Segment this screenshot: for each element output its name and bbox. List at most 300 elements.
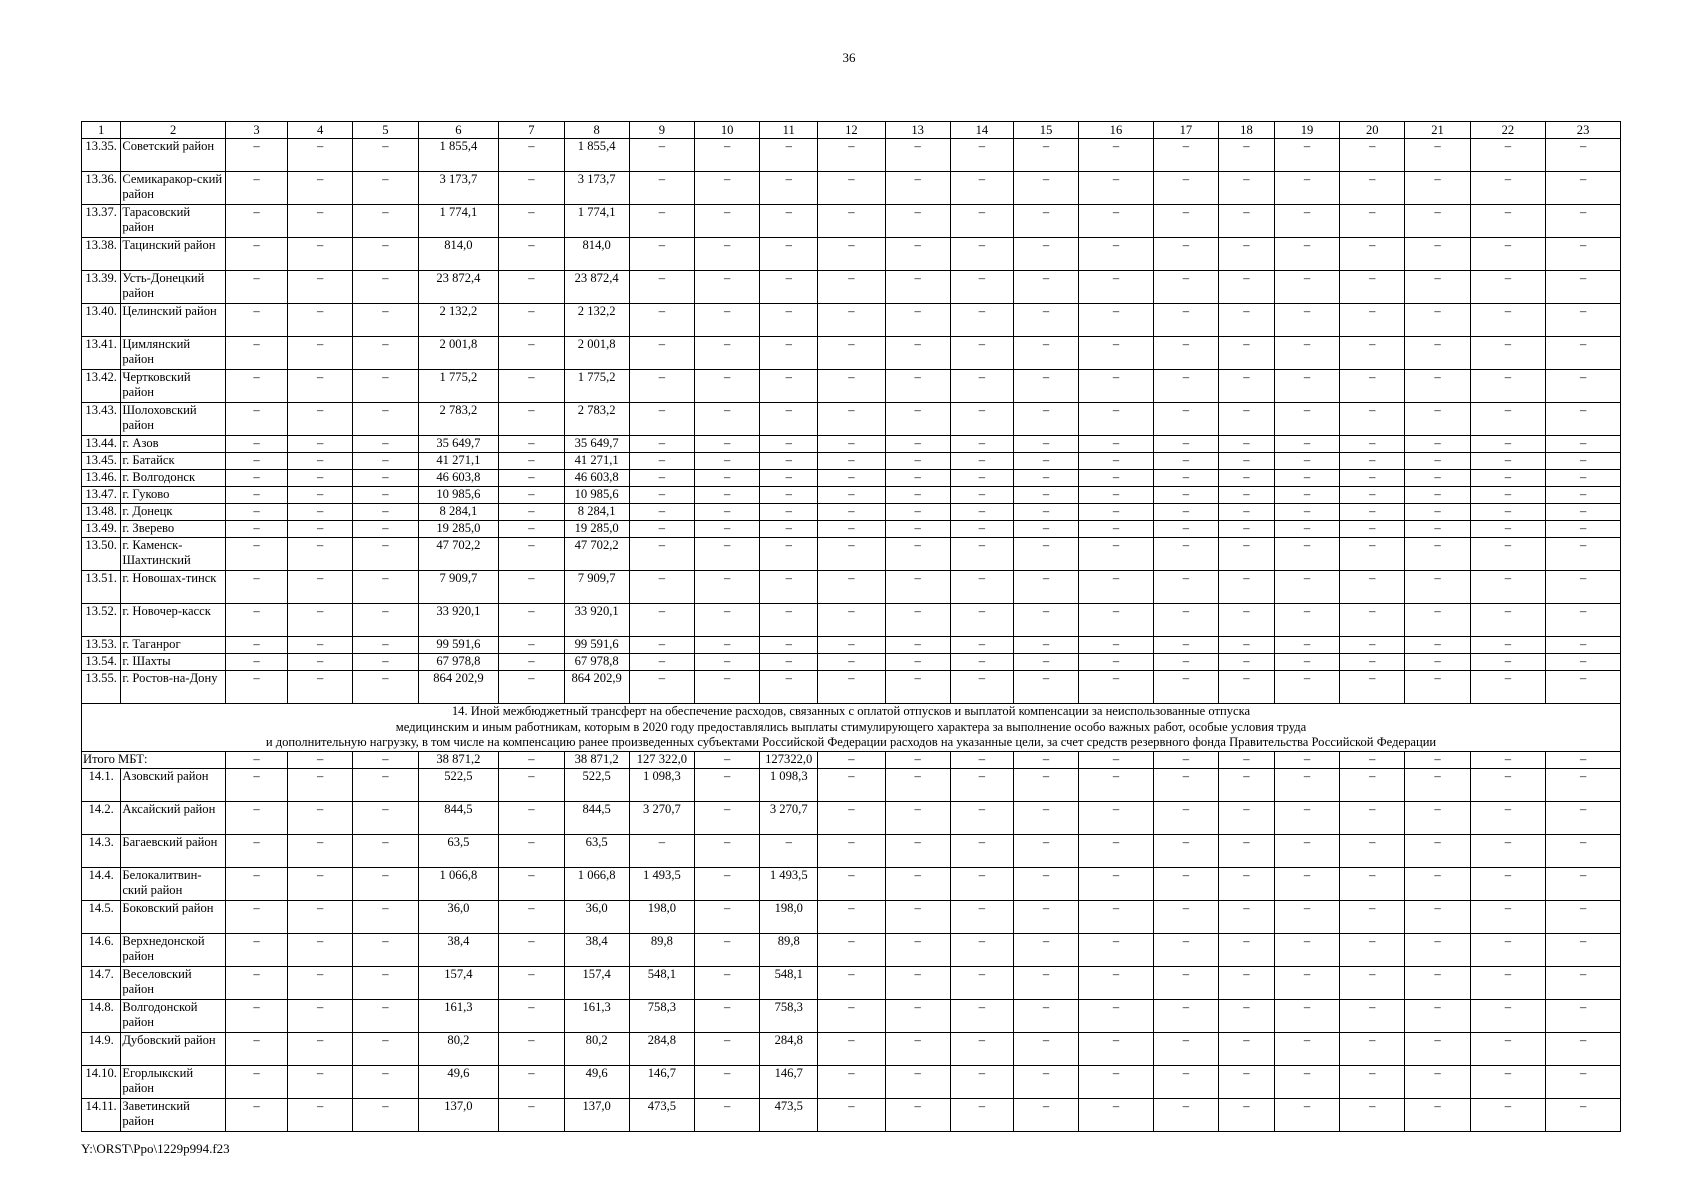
value-cell-c5: –: [353, 834, 418, 867]
empty-value-cell: –: [818, 801, 885, 834]
empty-value-cell: –: [1405, 1065, 1470, 1098]
column-number-header: 22: [1470, 122, 1546, 139]
value-cell-c8: 864 202,9: [564, 671, 629, 704]
value-cell-c6: 844,5: [418, 801, 499, 834]
value-cell-c10: –: [695, 436, 760, 453]
empty-value-cell: –: [1218, 453, 1274, 470]
value-cell-c10: –: [695, 867, 760, 900]
column-number-header: 9: [629, 122, 694, 139]
empty-value-cell: –: [1153, 933, 1218, 966]
municipality-name: г. Донецк: [121, 504, 226, 521]
table-row: [82, 487, 1621, 504]
municipality-name: Волгодонской район: [121, 999, 226, 1032]
row-number: 13.49.: [82, 521, 121, 538]
value-cell-c7: –: [499, 453, 564, 470]
section-heading-line: медицинским и иным работникам, которым в 2020 году предоставлялись выплаты стимулирующего характера за выполнение особо важных работ, особые условия труда: [395, 719, 1307, 734]
value-cell-c10: –: [695, 966, 760, 999]
row-number: 14.5.: [82, 900, 121, 933]
empty-value-cell: –: [1470, 654, 1546, 671]
empty-value-cell: –: [1153, 271, 1218, 304]
empty-value-cell: –: [1218, 834, 1274, 867]
empty-value-cell: –: [1470, 403, 1546, 436]
table-row: [82, 604, 1621, 637]
value-cell-c7: –: [499, 834, 564, 867]
column-number-header: 3: [225, 122, 287, 139]
empty-value-cell: –: [1470, 172, 1546, 205]
value-cell-c11: –: [760, 205, 818, 238]
value-cell-c3: –: [225, 487, 287, 504]
empty-value-cell: –: [1470, 834, 1546, 867]
row-number: 13.53.: [82, 637, 121, 654]
value-cell-c9: –: [629, 637, 694, 654]
empty-value-cell: –: [818, 139, 885, 172]
empty-value-cell: –: [818, 1032, 885, 1065]
value-cell-c5: –: [353, 504, 418, 521]
value-cell-c4: –: [288, 604, 353, 637]
empty-value-cell: –: [818, 999, 885, 1032]
empty-value-cell: –: [1340, 337, 1405, 370]
empty-value-cell: –: [1079, 487, 1154, 504]
empty-value-cell: –: [1153, 205, 1218, 238]
empty-value-cell: –: [818, 238, 885, 271]
empty-value-cell: –: [818, 654, 885, 671]
empty-value-cell: –: [885, 604, 950, 637]
empty-value-cell: –: [1405, 999, 1470, 1032]
municipality-name: г. Батайск: [121, 453, 226, 470]
value-cell-c7: –: [499, 304, 564, 337]
value-cell-c6: 63,5: [418, 834, 499, 867]
empty-value-cell: –: [1546, 504, 1621, 521]
empty-value-cell: –: [885, 1032, 950, 1065]
empty-value-cell: –: [950, 271, 1013, 304]
empty-value-cell: –: [1218, 671, 1274, 704]
empty-value-cell: –: [950, 571, 1013, 604]
empty-value-cell: –: [1153, 139, 1218, 172]
empty-value-cell: –: [885, 654, 950, 671]
empty-value-cell: –: [1470, 271, 1546, 304]
empty-value-cell: –: [1470, 521, 1546, 538]
value-cell-c5: –: [353, 1098, 418, 1131]
value-cell-c6: 41 271,1: [418, 453, 499, 470]
value-cell-c7: –: [499, 671, 564, 704]
table-row: [82, 403, 1621, 436]
empty-value-cell: –: [1079, 538, 1154, 571]
empty-value-cell: –: [1274, 271, 1339, 304]
value-cell-c11: –: [760, 453, 818, 470]
empty-value-cell: –: [885, 966, 950, 999]
empty-value-cell: –: [1274, 768, 1339, 801]
value-cell-c11: –: [760, 304, 818, 337]
empty-value-cell: –: [885, 1065, 950, 1098]
empty-value-cell: –: [1340, 654, 1405, 671]
value-cell-c3: –: [225, 1065, 287, 1098]
row-number: 13.51.: [82, 571, 121, 604]
empty-value-cell: –: [1013, 521, 1078, 538]
value-cell-c9: –: [629, 538, 694, 571]
value-cell-c4: –: [288, 801, 353, 834]
empty-value-cell: –: [1274, 370, 1339, 403]
value-cell-c3: –: [225, 933, 287, 966]
empty-value-cell: –: [1153, 238, 1218, 271]
empty-value-cell: –: [1405, 205, 1470, 238]
value-cell-c10: –: [695, 487, 760, 504]
empty-value-cell: –: [1013, 172, 1078, 205]
empty-value-cell: –: [1405, 900, 1470, 933]
empty-value-cell: –: [818, 370, 885, 403]
value-cell-c5: –: [353, 453, 418, 470]
empty-value-cell: –: [885, 487, 950, 504]
empty-value-cell: –: [1340, 436, 1405, 453]
table-row: [82, 205, 1621, 238]
empty-value-cell: –: [1079, 304, 1154, 337]
empty-value-cell: –: [1546, 1065, 1621, 1098]
empty-value-cell: –: [818, 1065, 885, 1098]
empty-value-cell: –: [818, 470, 885, 487]
empty-value-cell: –: [885, 271, 950, 304]
value-cell-c10: –: [695, 834, 760, 867]
value-cell-c11: 548,1: [760, 966, 818, 999]
value-cell-c11: 198,0: [760, 900, 818, 933]
value-cell-c6: 1 855,4: [418, 139, 499, 172]
table-row: [82, 271, 1621, 304]
empty-value-cell: –: [950, 1098, 1013, 1131]
value-cell-c8: 49,6: [564, 1065, 629, 1098]
empty-value-cell: –: [950, 933, 1013, 966]
column-number-header: 20: [1340, 122, 1405, 139]
value-cell-c8: 2 001,8: [564, 337, 629, 370]
table-row: [82, 504, 1621, 521]
empty-value-cell: –: [1470, 370, 1546, 403]
empty-value-cell: –: [818, 436, 885, 453]
empty-value-cell: –: [1079, 671, 1154, 704]
empty-value-cell: –: [885, 436, 950, 453]
column-number-header: 13: [885, 122, 950, 139]
empty-value-cell: –: [885, 999, 950, 1032]
empty-value-cell: –: [1013, 966, 1078, 999]
value-cell-c8: 7 909,7: [564, 571, 629, 604]
empty-value-cell: –: [1405, 304, 1470, 337]
empty-value-cell: –: [1405, 238, 1470, 271]
value-cell-c6: 2 001,8: [418, 337, 499, 370]
empty-value-cell: –: [1013, 337, 1078, 370]
value-cell-c5: –: [353, 205, 418, 238]
value-cell-c4: –: [288, 1098, 353, 1131]
value-cell-c9: 198,0: [629, 900, 694, 933]
empty-value-cell: –: [1153, 370, 1218, 403]
value-cell-c11: 758,3: [760, 999, 818, 1032]
table-row: [82, 900, 1621, 933]
empty-value-cell: –: [1546, 751, 1621, 768]
value-cell-c5: –: [353, 403, 418, 436]
value-cell-c9: –: [629, 671, 694, 704]
value-cell-c7: –: [499, 1098, 564, 1131]
row-number: 14.11.: [82, 1098, 121, 1131]
empty-value-cell: –: [1153, 671, 1218, 704]
empty-value-cell: –: [1218, 470, 1274, 487]
empty-value-cell: –: [1405, 834, 1470, 867]
empty-value-cell: –: [1470, 966, 1546, 999]
empty-value-cell: –: [1153, 521, 1218, 538]
empty-value-cell: –: [1470, 436, 1546, 453]
value-cell-c10: –: [695, 671, 760, 704]
value-cell-c9: –: [629, 337, 694, 370]
table-row: [82, 304, 1621, 337]
empty-value-cell: –: [1546, 238, 1621, 271]
row-number: 13.50.: [82, 538, 121, 571]
empty-value-cell: –: [1340, 238, 1405, 271]
value-cell-c8: 36,0: [564, 900, 629, 933]
row-number: 13.36.: [82, 172, 121, 205]
value-cell-c11: 473,5: [760, 1098, 818, 1131]
value-cell-c10: –: [695, 470, 760, 487]
empty-value-cell: –: [1470, 205, 1546, 238]
empty-value-cell: –: [950, 205, 1013, 238]
value-cell-c7: –: [499, 403, 564, 436]
empty-value-cell: –: [818, 900, 885, 933]
empty-value-cell: –: [950, 487, 1013, 504]
row-number: 14.7.: [82, 966, 121, 999]
table-row: [82, 538, 1621, 571]
empty-value-cell: –: [1153, 337, 1218, 370]
empty-value-cell: –: [1274, 671, 1339, 704]
value-cell-c7: –: [499, 999, 564, 1032]
empty-value-cell: –: [1274, 933, 1339, 966]
value-cell-c6: 7 909,7: [418, 571, 499, 604]
empty-value-cell: –: [1405, 504, 1470, 521]
value-cell-c4: –: [288, 172, 353, 205]
empty-value-cell: –: [950, 1065, 1013, 1098]
value-cell-c5: –: [353, 768, 418, 801]
value-cell-c4: –: [288, 966, 353, 999]
empty-value-cell: –: [1340, 671, 1405, 704]
value-cell-c6: 157,4: [418, 966, 499, 999]
value-cell-c8: 35 649,7: [564, 436, 629, 453]
empty-value-cell: –: [1546, 370, 1621, 403]
total-value-c9: 127 322,0: [629, 751, 694, 768]
empty-value-cell: –: [818, 487, 885, 504]
empty-value-cell: –: [885, 900, 950, 933]
empty-value-cell: –: [1013, 453, 1078, 470]
empty-value-cell: –: [1153, 900, 1218, 933]
value-cell-c10: –: [695, 304, 760, 337]
empty-value-cell: –: [1405, 172, 1470, 205]
row-number: 13.40.: [82, 304, 121, 337]
empty-value-cell: –: [1218, 538, 1274, 571]
empty-value-cell: –: [950, 671, 1013, 704]
empty-value-cell: –: [1079, 801, 1154, 834]
empty-value-cell: –: [1546, 337, 1621, 370]
row-number: 14.3.: [82, 834, 121, 867]
value-cell-c5: –: [353, 604, 418, 637]
empty-value-cell: –: [1340, 470, 1405, 487]
value-cell-c9: –: [629, 453, 694, 470]
empty-value-cell: –: [1546, 654, 1621, 671]
value-cell-c11: –: [760, 654, 818, 671]
empty-value-cell: –: [950, 139, 1013, 172]
row-number: 14.1.: [82, 768, 121, 801]
value-cell-c9: –: [629, 521, 694, 538]
value-cell-c5: –: [353, 304, 418, 337]
value-cell-c10: –: [695, 271, 760, 304]
value-cell-c8: 38,4: [564, 933, 629, 966]
empty-value-cell: –: [1274, 751, 1339, 768]
empty-value-cell: –: [950, 1032, 1013, 1065]
value-cell-c3: –: [225, 637, 287, 654]
municipality-name: Веселовский район: [121, 966, 226, 999]
value-cell-c3: –: [225, 436, 287, 453]
row-number: 13.44.: [82, 436, 121, 453]
column-number-header: 19: [1274, 122, 1339, 139]
empty-value-cell: –: [950, 801, 1013, 834]
value-cell-c8: 41 271,1: [564, 453, 629, 470]
value-cell-c5: –: [353, 1065, 418, 1098]
municipality-name: Тарасовский район: [121, 205, 226, 238]
value-cell-c10: –: [695, 453, 760, 470]
empty-value-cell: –: [1079, 403, 1154, 436]
value-cell-c6: 80,2: [418, 1032, 499, 1065]
empty-value-cell: –: [1470, 933, 1546, 966]
value-cell-c6: 2 132,2: [418, 304, 499, 337]
empty-value-cell: –: [1153, 801, 1218, 834]
empty-value-cell: –: [1405, 966, 1470, 999]
empty-value-cell: –: [885, 205, 950, 238]
empty-value-cell: –: [1546, 271, 1621, 304]
value-cell-c4: –: [288, 571, 353, 604]
empty-value-cell: –: [1218, 571, 1274, 604]
table-row: [82, 654, 1621, 671]
empty-value-cell: –: [1340, 453, 1405, 470]
value-cell-c4: –: [288, 436, 353, 453]
row-number: 13.43.: [82, 403, 121, 436]
empty-value-cell: –: [1546, 436, 1621, 453]
empty-value-cell: –: [1340, 538, 1405, 571]
empty-value-cell: –: [1340, 966, 1405, 999]
empty-value-cell: –: [885, 453, 950, 470]
empty-value-cell: –: [1218, 172, 1274, 205]
row-number: 13.55.: [82, 671, 121, 704]
empty-value-cell: –: [1340, 834, 1405, 867]
value-cell-c5: –: [353, 470, 418, 487]
row-number: 13.45.: [82, 453, 121, 470]
empty-value-cell: –: [1079, 521, 1154, 538]
value-cell-c3: –: [225, 453, 287, 470]
value-cell-c5: –: [353, 801, 418, 834]
empty-value-cell: –: [1405, 139, 1470, 172]
municipality-name: Цимлянский район: [121, 337, 226, 370]
empty-value-cell: –: [1470, 751, 1546, 768]
value-cell-c5: –: [353, 139, 418, 172]
empty-value-cell: –: [818, 751, 885, 768]
empty-value-cell: –: [1340, 1098, 1405, 1131]
table-row: [82, 238, 1621, 271]
table-row: [82, 337, 1621, 370]
empty-value-cell: –: [1405, 470, 1470, 487]
row-number: 14.10.: [82, 1065, 121, 1098]
empty-value-cell: –: [818, 504, 885, 521]
empty-value-cell: –: [1405, 671, 1470, 704]
empty-value-cell: –: [1079, 1032, 1154, 1065]
empty-value-cell: –: [1079, 271, 1154, 304]
value-cell-c5: –: [353, 999, 418, 1032]
municipality-name: г. Каменск-Шахтинский: [121, 538, 226, 571]
empty-value-cell: –: [1405, 436, 1470, 453]
empty-value-cell: –: [950, 504, 1013, 521]
value-cell-c10: –: [695, 768, 760, 801]
value-cell-c3: –: [225, 238, 287, 271]
value-cell-c4: –: [288, 304, 353, 337]
empty-value-cell: –: [1405, 453, 1470, 470]
value-cell-c3: –: [225, 538, 287, 571]
empty-value-cell: –: [818, 867, 885, 900]
value-cell-c3: –: [225, 139, 287, 172]
empty-value-cell: –: [885, 403, 950, 436]
empty-value-cell: –: [1218, 521, 1274, 538]
empty-value-cell: –: [1546, 403, 1621, 436]
value-cell-c11: –: [760, 487, 818, 504]
empty-value-cell: –: [1079, 436, 1154, 453]
empty-value-cell: –: [1546, 801, 1621, 834]
column-number-header: 4: [288, 122, 353, 139]
column-number-header: 16: [1079, 122, 1154, 139]
table-row: [82, 453, 1621, 470]
empty-value-cell: –: [818, 521, 885, 538]
empty-value-cell: –: [1274, 1065, 1339, 1098]
table-row: [82, 370, 1621, 403]
value-cell-c4: –: [288, 867, 353, 900]
value-cell-c7: –: [499, 172, 564, 205]
empty-value-cell: –: [1218, 801, 1274, 834]
empty-value-cell: –: [1013, 538, 1078, 571]
empty-value-cell: –: [1079, 205, 1154, 238]
value-cell-c9: –: [629, 571, 694, 604]
empty-value-cell: –: [1218, 751, 1274, 768]
total-value-c8: 38 871,2: [564, 751, 629, 768]
value-cell-c4: –: [288, 139, 353, 172]
empty-value-cell: –: [885, 470, 950, 487]
value-cell-c8: 63,5: [564, 834, 629, 867]
empty-value-cell: –: [1079, 1065, 1154, 1098]
empty-value-cell: –: [1013, 801, 1078, 834]
empty-value-cell: –: [1340, 139, 1405, 172]
column-number-row: [82, 122, 1621, 139]
value-cell-c9: 146,7: [629, 1065, 694, 1098]
empty-value-cell: –: [1079, 637, 1154, 654]
value-cell-c5: –: [353, 238, 418, 271]
municipality-name: Усть-Донецкий район: [121, 271, 226, 304]
value-cell-c9: –: [629, 271, 694, 304]
value-cell-c9: 758,3: [629, 999, 694, 1032]
total-row: [82, 751, 1621, 768]
value-cell-c8: 1 066,8: [564, 867, 629, 900]
value-cell-c9: –: [629, 304, 694, 337]
municipality-name: Советский район: [121, 139, 226, 172]
value-cell-c7: –: [499, 966, 564, 999]
value-cell-c7: –: [499, 238, 564, 271]
value-cell-c9: –: [629, 654, 694, 671]
value-cell-c3: –: [225, 571, 287, 604]
empty-value-cell: –: [950, 521, 1013, 538]
empty-value-cell: –: [1218, 1098, 1274, 1131]
value-cell-c9: 1 493,5: [629, 867, 694, 900]
value-cell-c5: –: [353, 571, 418, 604]
empty-value-cell: –: [950, 966, 1013, 999]
empty-value-cell: –: [950, 834, 1013, 867]
municipality-name: Целинский район: [121, 304, 226, 337]
table-row: [82, 1098, 1621, 1131]
empty-value-cell: –: [1274, 966, 1339, 999]
row-number: 13.37.: [82, 205, 121, 238]
empty-value-cell: –: [1340, 487, 1405, 504]
